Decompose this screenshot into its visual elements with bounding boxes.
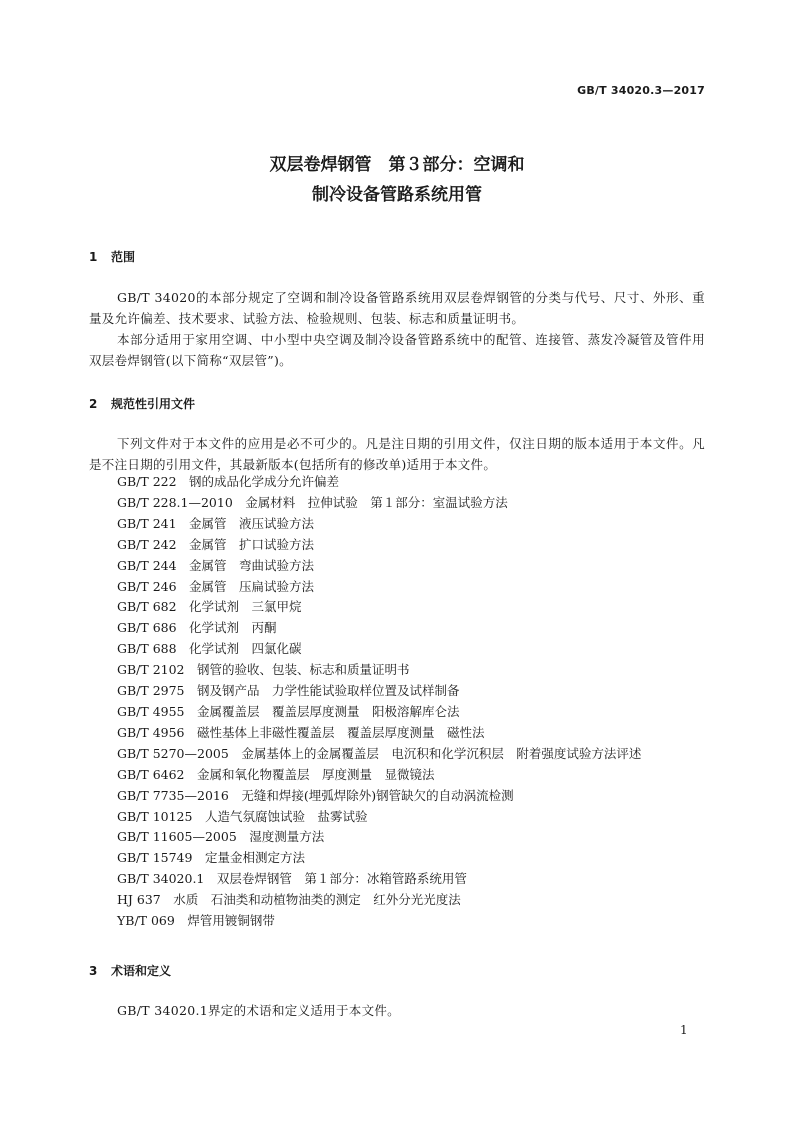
scope-paragraph-2: 本部分适用于家用空调、中小型中央空调及制冷设备管路系统中的配管、连接管、蒸发冷凝管及管件用双层卷焊钢管(以下简称“双层管”)。 xyxy=(89,332,705,368)
section-title: 范围 xyxy=(111,250,136,264)
reference-item: GB/T 228.1—2010 金属材料 拉伸试验 第１部分：室温试验方法 xyxy=(117,494,508,510)
reference-item: GB/T 7735—2016 无缝和焊接(埋弧焊除外)钢管缺欠的自动涡流检测 xyxy=(117,787,514,803)
reference-item: GB/T 11605—2005 湿度测量方法 xyxy=(117,829,325,845)
reference-list xyxy=(117,472,641,932)
reference-item: GB/T 244 金属管 弯曲试验方法 xyxy=(117,557,315,573)
reference-item: GB/T 5270—2005 金属基体上的金属覆盖层 电沉积和化学沉积层 附着强度试验方法评述 xyxy=(117,745,642,761)
section-number: 1 xyxy=(89,250,98,264)
section-number: 2 xyxy=(89,397,98,411)
title-line-2: 制冷设备管路系统用管 xyxy=(312,185,482,205)
section-heading-normative-references xyxy=(89,395,195,412)
section-heading-terms-and-definitions xyxy=(89,962,171,979)
reference-item: GB/T 2975 钢及钢产品 力学性能试验取样位置及试样制备 xyxy=(117,683,460,699)
terms-paragraph: GB/T 34020.1界定的术语和定义适用于本文件。 xyxy=(117,1003,400,1018)
page-number: 1 xyxy=(680,1023,688,1037)
normative-intro-paragraph: 下列文件对于本文件的应用是必不可少的。凡是注日期的引用文件，仅注日期的版本适用于本文件。凡是不注日期的引用文件，其最新版本(包括所有的修改单)适用于本文件。 xyxy=(89,436,705,472)
section-heading-scope xyxy=(89,248,135,265)
reference-item: GB/T 242 金属管 扩口试验方法 xyxy=(117,536,315,552)
reference-item: GB/T 688 化学试剂 四氯化碳 xyxy=(117,641,302,657)
reference-item: HJ 637 水质 石油类和动植物油类的测定 红外分光光度法 xyxy=(117,892,461,908)
reference-item: GB/T 222 钢的成品化学成分允许偏差 xyxy=(117,474,340,489)
reference-item: GB/T 686 化学试剂 丙酮 xyxy=(117,620,277,636)
reference-item: GB/T 4956 磁性基体上非磁性覆盖层 覆盖层厚度测量 磁性法 xyxy=(117,724,485,740)
reference-item: GB/T 10125 人造气氛腐蚀试验 盐雾试验 xyxy=(117,808,368,824)
reference-item: GB/T 34020.1 双层卷焊钢管 第１部分：冰箱管路系统用管 xyxy=(117,871,467,887)
document-title xyxy=(0,150,794,210)
scope-paragraph-1: GB/T 34020的本部分规定了空调和制冷设备管路系统用双层卷焊钢管的分类与代号、尺寸、外形、重量及允许偏差、技术要求、试验方法、检验规则、包装、标志和质量证明书。 xyxy=(89,290,705,326)
section-title: 规范性引用文件 xyxy=(111,397,196,411)
standard-code: GB/T 34020.3—2017 xyxy=(577,84,705,97)
reference-item: GB/T 15749 定量金相测定方法 xyxy=(117,850,305,866)
reference-item: GB/T 241 金属管 液压试验方法 xyxy=(117,515,315,531)
title-line-1: 双层卷焊钢管 第３部分：空调和 xyxy=(269,155,525,175)
reference-item: YB/T 069 焊管用镀铜钢带 xyxy=(117,913,275,929)
reference-item: GB/T 6462 金属和氧化物覆盖层 厚度测量 显微镜法 xyxy=(117,766,435,782)
section-title: 术语和定义 xyxy=(111,964,172,978)
section-number: 3 xyxy=(89,964,98,978)
reference-item: GB/T 246 金属管 压扁试验方法 xyxy=(117,578,315,594)
reference-item: GB/T 682 化学试剂 三氯甲烷 xyxy=(117,599,302,615)
reference-item: GB/T 4955 金属覆盖层 覆盖层厚度测量 阳极溶解库仑法 xyxy=(117,703,460,719)
reference-item: GB/T 2102 钢管的验收、包装、标志和质量证明书 xyxy=(117,662,410,678)
